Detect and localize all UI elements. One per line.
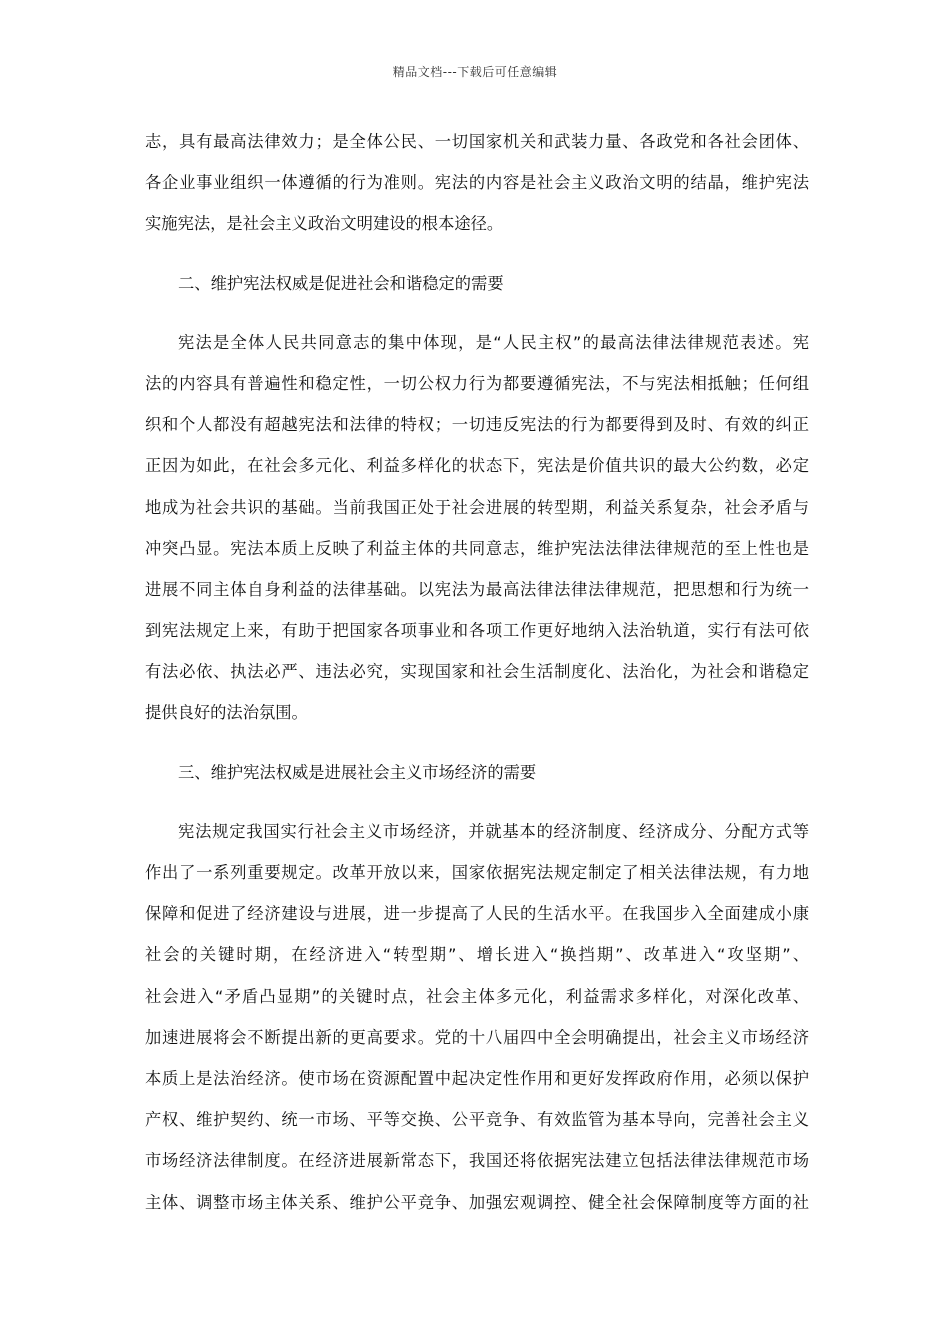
paragraph: [145, 322, 809, 734]
heading-line: 三、维护宪法权威是进展社会主义市场经济的需要: [178, 762, 537, 782]
section-heading: [145, 752, 809, 793]
text-line: 作出了一系列重要规定。改革开放以来，国家依据宪法规定制定了相关法律法规，有力地: [145, 863, 809, 882]
text-line: 各企业事业组织一体遵循的行为准则。宪法的内容是社会主义政治文明的结晶，维护宪法: [145, 173, 809, 193]
text-line: 实施宪法，是社会主义政治文明建设的根本途径。: [145, 214, 504, 234]
text-line: 提供良好的法治氛围。: [145, 703, 308, 723]
document-body: [145, 121, 809, 1223]
text-line: 本质上是法治经济。使市场在资源配置中起决定性作用和更好发挥政府作用，必须以保护: [145, 1068, 809, 1088]
text-line: 冲突凸显。宪法本质上反映了利益主体的共同意志，维护宪法法律法律规范的至上性也是: [145, 538, 809, 558]
text-line: 正因为如此，在社会多元化、利益多样化的状态下，宪法是价值共识的最大公约数，必定: [145, 456, 809, 476]
text-line: 宪法规定我国实行社会主义市场经济，并就基本的经济制度、经济成分、分配方式等: [178, 821, 809, 841]
text-line: 主体、调整市场主体关系、维护公平竞争、加强宏观调控、健全社会保障制度等方面的社: [145, 1192, 809, 1212]
heading-line: 二、维护宪法权威是促进社会和谐稳定的需要: [178, 273, 504, 293]
paragraph: [145, 811, 809, 1223]
text-line: 市场经济法律制度。在经济进展新常态下，我国还将依据宪法建立包括法律法律规范市场: [145, 1151, 809, 1171]
paragraph: [145, 121, 809, 245]
text-line: 法的内容具有普遍性和稳定性，一切公权力行为都要遵循宪法，不与宪法相抵触；任何组: [145, 373, 809, 393]
text-line: 织和个人都没有超越宪法和法律的特权；一切违反宪法的行为都要得到及时、有效的纠正: [145, 415, 809, 435]
text-line: 志，具有最高法律效力；是全体公民、一切国家机关和武装力量、各政党和各社会团体、: [145, 132, 809, 151]
text-line: 地成为社会共识的基础。当前我国正处于社会进展的转型期，利益关系复杂，社会矛盾与: [145, 497, 809, 517]
text-line: 社会的关键时期，在经济进入“转型期”、增长进入“换挡期”、改革进入“攻坚期”、: [145, 945, 809, 965]
text-line: 宪法是全体人民共同意志的集中体现，是“人民主权”的最高法律法律规范表述。宪: [178, 332, 809, 352]
text-line: 进展不同主体自身利益的法律基础。以宪法为最高法律法律法律规范，把思想和行为统一: [145, 579, 809, 599]
text-line: 保障和促进了经济建设与进展，进一步提高了人民的生活水平。在我国步入全面建成小康: [145, 904, 809, 924]
section-heading: [145, 263, 809, 304]
text-line: 产权、维护契约、统一市场、平等交换、公平竞争、有效监管为基本导向，完善社会主义: [145, 1110, 809, 1130]
page-header: 精品文档---下载后可任意编辑: [392, 65, 558, 79]
text-line: 社会进入“矛盾凸显期”的关键时点，社会主体多元化，利益需求多样化，对深化改革、: [145, 986, 809, 1006]
text-line: 到宪法规定上来，有助于把国家各项事业和各项工作更好地纳入法治轨道，实行有法可依: [145, 621, 809, 641]
text-line: 加速进展将会不断提出新的更高要求。党的十八届四中全会明确提出，社会主义市场经济: [145, 1027, 809, 1047]
text-line: 有法必依、执法必严、违法必究，实现国家和社会生活制度化、法治化，为社会和谐稳定: [145, 662, 809, 682]
